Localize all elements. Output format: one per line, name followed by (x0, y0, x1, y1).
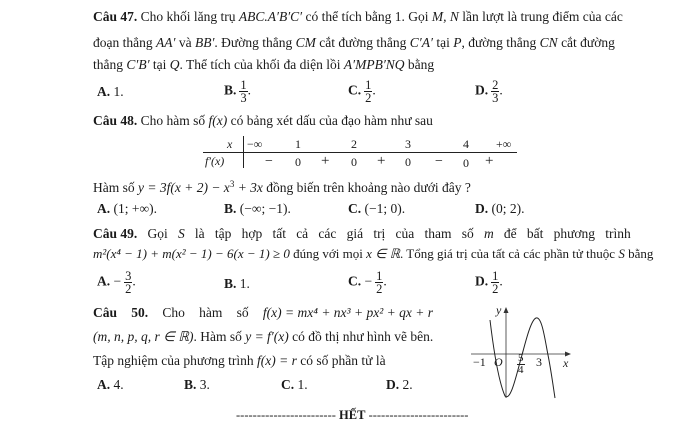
q49-option-d[interactable]: D. $\frac{1}{2}$ . (475, 269, 503, 296)
q48-option-c[interactable]: C. (−1; 0). (348, 201, 406, 216)
fraction: $\frac{1}{2}$ (492, 269, 499, 296)
q48-question: Hàm số $y = 3f(x + 2) - x^3 + 3x$ đồng biến trên khoảng nào dưới đây ? (93, 179, 471, 195)
table-divider-vertical (243, 136, 244, 168)
origin-label: O (494, 355, 503, 369)
q47-option-d[interactable]: D. $\frac{2}{3}$ . (475, 78, 503, 105)
q50-line-2: (m, n, p, q, r ∈ ℝ). Hàm số y = f′(x) có đồ thị như hình vẽ bên. (93, 329, 434, 344)
fraction: $\frac{1}{2}$ (376, 269, 383, 296)
fraction: $\frac{3}{2}$ (125, 269, 132, 296)
fraction: $\frac{1}{3}$ (240, 78, 247, 105)
q50-option-b[interactable]: B. 3. (184, 377, 210, 392)
q50-line-1: Câu 50. Cho hàm số f(x) = mx⁴ + nx³ + px² + qx + r (93, 305, 433, 320)
q49-option-b[interactable]: B. 1. (224, 276, 250, 291)
q47-option-b[interactable]: B. $\frac{1}{3}$ . (224, 78, 252, 105)
q48-option-d[interactable]: D. (0; 2). (475, 201, 525, 216)
table-divider-horizontal (203, 152, 517, 153)
q47-label: Câu 47. (93, 9, 138, 24)
y-axis-label: y (496, 303, 502, 317)
q50-option-c[interactable]: C. 1. (281, 377, 308, 392)
tick-three: 3 (536, 355, 542, 369)
graph-svg (465, 300, 585, 400)
q48-option-b[interactable]: B. (−∞; −1). (224, 201, 291, 216)
tick-five-fourths: 5 4 (518, 352, 524, 376)
derivative-graph (465, 300, 585, 400)
q49-label: Câu 49. (93, 226, 138, 241)
q47-option-c[interactable]: C. $\frac{1}{2}$ . (348, 78, 376, 105)
tick-neg-one: −1 (473, 355, 486, 369)
q47-line-3: thẳng C′B′ tại Q. Thể tích của khối đa diện lồi A′MPB′NQ bằng (93, 57, 435, 72)
fraction: $\frac{2}{3}$ (492, 78, 499, 105)
q49-line-2: m²(x⁴ − 1) + m(x² − 1) − 6(x − 1) ≥ 0 đúng với mọi x ∈ ℝ. Tổng giá trị của tất cả các phần tử thuộc S bằng (93, 246, 654, 261)
q50-option-d[interactable]: D. 2. (386, 377, 413, 392)
q48-label: Câu 48. (93, 113, 138, 128)
q47-line-1: Câu 47. Cho khối lăng trụ ABC.A′B′C′ có thể tích bằng 1. Gọi M, N lần lượt là trung điểm của các (93, 9, 623, 24)
q49-option-a[interactable]: A. − $\frac{3}{2}$ . (97, 269, 136, 296)
q49-line-1: Câu 49. Gọi S là tập hợp tất cả các giá trị của tham số m để bất phương trình (93, 226, 631, 241)
x-axis-label: x (563, 356, 569, 370)
q48-intro: Câu 48. Cho hàm số f(x) có bảng xét dấu của đạo hàm như sau (93, 113, 433, 128)
q47-line-2: đoạn thẳng AA′ và BB′. Đường thẳng CM cắt đường thẳng C′A′ tại P, đường thẳng CN cắt đường (93, 35, 615, 50)
q49-option-c[interactable]: C. − $\frac{1}{2}$ . (348, 269, 387, 296)
sign-table: x −∞ 1 2 3 4 +∞ f′(x) − 0 + 0 + 0 − 0 + (203, 136, 517, 170)
q50-line-3: Tập nghiệm của phương trình f(x) = r có số phần tử là (93, 353, 386, 368)
end-marker: ------------------------ HẾT ------------------------ (236, 408, 469, 422)
q50-option-a[interactable]: A. 4. (97, 377, 124, 392)
q47-option-a[interactable]: A. 1. (97, 84, 124, 99)
q48-option-a[interactable]: A. (1; +∞). (97, 201, 157, 216)
fraction: $\frac{1}{2}$ (365, 78, 372, 105)
